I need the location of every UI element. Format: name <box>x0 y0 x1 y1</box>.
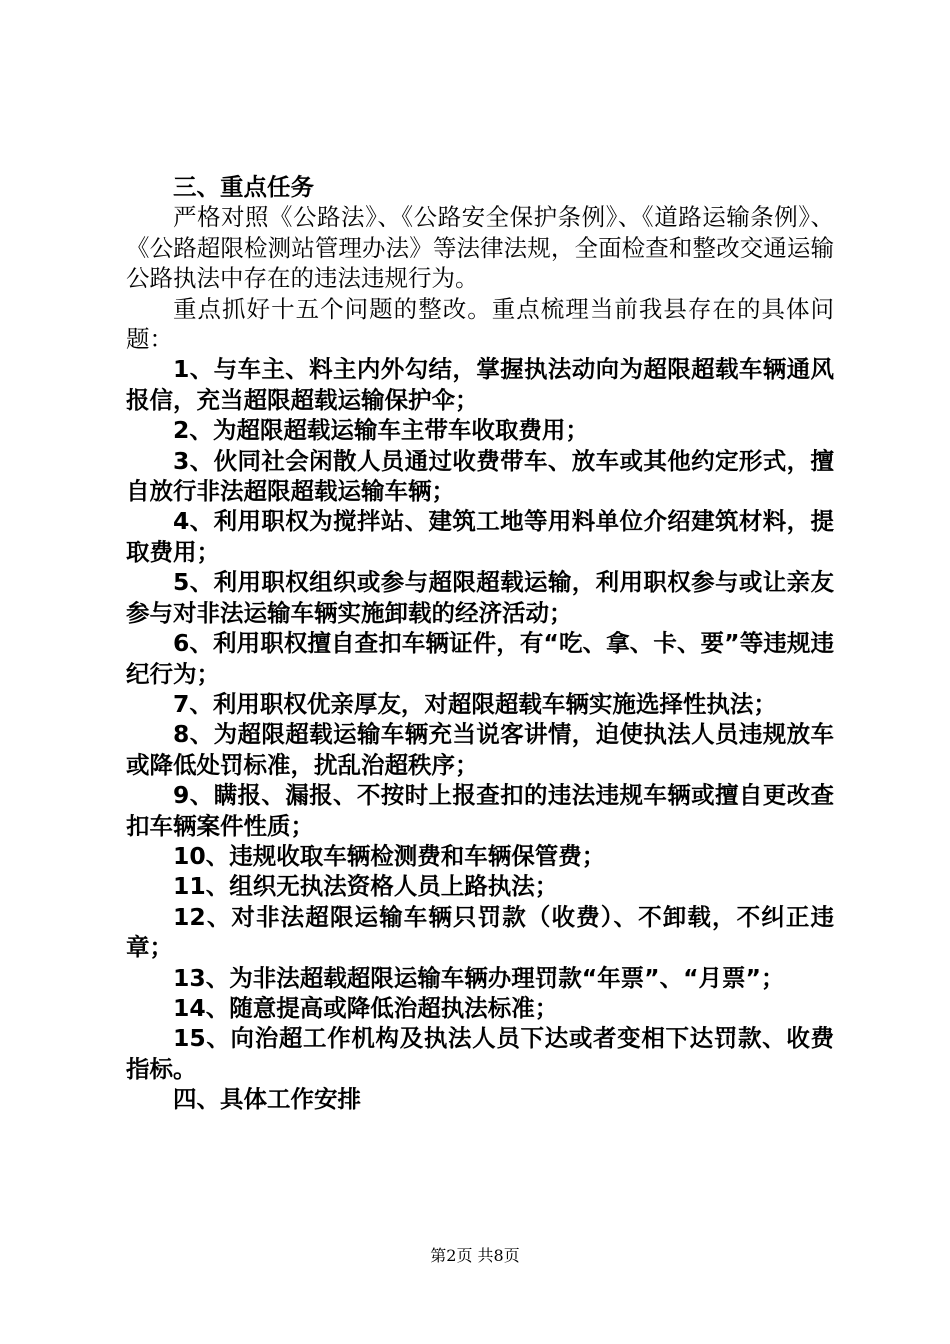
list-item: 14、随意提高或降低治超执法标准； <box>173 993 559 1022</box>
list-item: 3、伙同社会闲散人员通过收费带车、放车或其他约定形式，擅自放行非法超限超载运输车辆； <box>126 446 834 506</box>
section-heading-3: 三、重点任务 <box>173 173 314 201</box>
list-item: 10、违规收取车辆检测费和车辆保管费； <box>173 841 606 870</box>
list-item: 12、对非法超限运输车辆只罚款（收费）、不卸载，不纠正违章； <box>126 902 834 962</box>
list-item: 4、利用职权为搅拌站、建筑工地等用料单位介绍建筑材料，提取费用； <box>126 507 834 566</box>
focus-paragraph: 重点抓好十五个问题的整改。重点梳理当前我县存在的具体问题： <box>126 294 834 354</box>
list-item: 5、利用职权组织或参与超限超载运输，利用职权参与或让亲友参与对非法运输车辆实施卸载的经济活动； <box>126 568 834 627</box>
list-item: 7、利用职权优亲厚友，对超限超载车辆实施选择性执法； <box>173 689 777 718</box>
section-heading-4: 四、具体工作安排 <box>173 1085 361 1114</box>
list-item: 15、向治超工作机构及执法人员下达或者变相下达罚款、收费指标。 <box>126 1024 834 1083</box>
list-item: 9、瞒报、漏报、不按时上报查扣的违法违规车辆或擅自更改查扣车辆案件性质； <box>126 781 834 840</box>
list-item: 8、为超限超载运输车辆充当说客讲情，迫使执法人员违规放车或降低处罚标准，扰乱治超秩序； <box>126 720 834 779</box>
list-item: 2、为超限超载运输车主带车收取费用； <box>173 416 589 445</box>
list-item: 1、与车主、料主内外勾结，掌握执法动向为超限超载车辆通风报信，充当超限超载运输保护伞； <box>126 355 834 414</box>
list-item: 13、为非法超载超限运输车辆办理罚款“年票”、“月票”； <box>173 963 785 992</box>
page-footer: 第2页 共8页 <box>430 1246 520 1265</box>
intro-paragraph: 严格对照《公路法》、《公路安全保护条例》、《道路运输条例》、《公路超限检测站管理办法》等法律法规，全面检查和整改交通运输公路执法中存在的违法违规行为。 <box>126 203 834 293</box>
list-item: 11、组织无执法资格人员上路执法； <box>173 872 559 901</box>
list-item: 6、利用职权擅自查扣车辆证件，有“吃、拿、卡、要”等违规违纪行为； <box>126 629 834 688</box>
document-body <box>126 172 834 1115</box>
